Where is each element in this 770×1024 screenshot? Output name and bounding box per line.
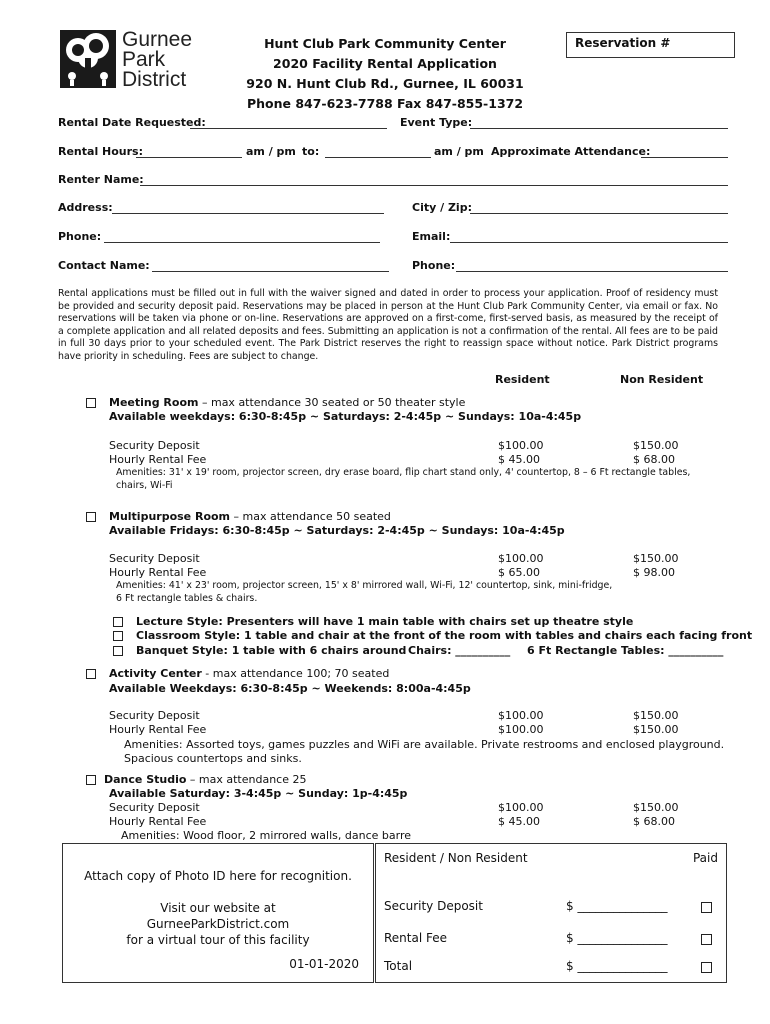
dance-studio-name: Dance Studio (104, 773, 187, 786)
approx-attendance-field[interactable] (641, 157, 728, 158)
reservation-label: Reservation # (575, 36, 671, 50)
meeting-room-availability: Available weekdays: 6:30-8:45p ~ Saturdays: 2-4:45p ~ Sundays: 10a-4:45p (109, 410, 582, 423)
multipurpose-room-title (109, 510, 391, 523)
contact-phone-field[interactable] (456, 271, 728, 272)
phone-field[interactable] (104, 242, 380, 243)
meeting-deposit-nonresident: $150.00 (633, 439, 679, 452)
meeting-fee-resident: $ 45.00 (498, 453, 540, 466)
activity-fee-nonresident: $150.00 (633, 723, 679, 736)
total-paid-checkbox[interactable] (701, 962, 712, 973)
banquet-style-checkbox[interactable] (113, 646, 123, 656)
activity-center-title (109, 667, 389, 680)
rental-hours-label: Rental Hours: (58, 145, 144, 158)
logo-text (122, 30, 192, 90)
multipurpose-room-desc: – max attendance 50 seated (230, 510, 391, 523)
city-zip-label: City / Zip: (412, 201, 472, 214)
fee-rental-label: Rental Fee (384, 931, 448, 945)
fee-summary-box (375, 843, 727, 983)
dance-studio-checkbox[interactable] (86, 775, 96, 785)
activity-center-desc: - max attendance 100; 70 seated (201, 667, 390, 680)
header-form-title: 2020 Facility Rental Application (273, 56, 497, 71)
multi-amenities-2: 6 Ft rectangle tables & chairs. (116, 593, 258, 604)
classroom-style-checkbox[interactable] (113, 631, 123, 641)
header-address: 920 N. Hunt Club Rd., Gurnee, IL 60031 (246, 76, 524, 91)
dance-amenities: Amenities: Wood floor, 2 mirrored walls, dance barre (121, 829, 411, 842)
dance-deposit-resident: $100.00 (498, 801, 544, 814)
meeting-room-name: Meeting Room (109, 396, 199, 409)
fee-rental-amount-field[interactable]: $ _______________ (566, 931, 668, 945)
banquet-chairs-field[interactable]: Chairs: __________ (408, 644, 511, 657)
fee-total-label: Total (384, 959, 413, 973)
activity-amenities-1: Amenities: Assorted toys, games puzzles and WiFi are available. Private restrooms and enclosed playground. (124, 738, 725, 751)
phone-label: Phone: (58, 230, 102, 243)
dance-studio-desc: – max attendance 25 (186, 773, 307, 786)
address-field[interactable] (112, 213, 384, 214)
meeting-amenities-1: Amenities: 31' x 19' room, projector screen, dry erase board, flip chart stand only, 4' countertop, 8 – 6 Ft rectangle tables, (116, 467, 691, 478)
banquet-tables-field[interactable]: 6 Ft Rectangle Tables: __________ (527, 644, 724, 657)
meeting-amenities-2: chairs, Wi-Fi (116, 480, 173, 491)
dance-fee-nonresident: $ 68.00 (633, 815, 675, 828)
approx-attendance-label: Approximate Attendance: (491, 145, 651, 158)
document-header (230, 34, 540, 114)
meeting-fee-label: Hourly Rental Fee (109, 453, 207, 466)
rental-paid-checkbox[interactable] (701, 934, 712, 945)
meeting-fee-nonresident: $ 68.00 (633, 453, 675, 466)
multi-deposit-label: Security Deposit (109, 552, 200, 565)
photo-id-box[interactable] (62, 843, 374, 983)
multipurpose-room-checkbox[interactable] (86, 512, 96, 522)
activity-deposit-resident: $100.00 (498, 709, 544, 722)
resident-column-header: Resident (495, 373, 550, 386)
activity-amenities-2: Spacious countertops and sinks. (124, 752, 302, 765)
deposit-paid-checkbox[interactable] (701, 902, 712, 913)
classroom-style-text: Classroom Style: 1 table and chair at the front of the room with tables and chairs each facing front (136, 629, 753, 642)
contact-name-field[interactable] (152, 271, 389, 272)
rental-date-label: Rental Date Requested: (58, 116, 206, 129)
multi-fee-label: Hourly Rental Fee (109, 566, 207, 579)
dance-studio-title (104, 773, 307, 786)
nonresident-column-header: Non Resident (620, 373, 704, 386)
dance-fee-label: Hourly Rental Fee (109, 815, 207, 828)
logo-line2: Park (122, 48, 166, 71)
website-url: GurneeParkDistrict.com (146, 917, 290, 931)
multi-deposit-resident: $100.00 (498, 552, 544, 565)
email-label: Email: (412, 230, 451, 243)
fee-box-header: Resident / Non Resident (384, 851, 528, 865)
photo-id-instruction: Attach copy of Photo ID here for recognition. (84, 869, 352, 883)
banquet-style-text: Banquet Style: 1 table with 6 chairs around (136, 644, 407, 657)
lecture-style-checkbox[interactable] (113, 617, 123, 627)
multi-deposit-nonresident: $150.00 (633, 552, 679, 565)
meeting-room-checkbox[interactable] (86, 398, 96, 408)
meeting-deposit-label: Security Deposit (109, 439, 200, 452)
activity-deposit-label: Security Deposit (109, 709, 200, 722)
multi-fee-nonresident: $ 98.00 (633, 566, 675, 579)
website-line3: for a virtual tour of this facility (126, 933, 310, 947)
dance-deposit-label: Security Deposit (109, 801, 200, 814)
activity-fee-resident: $100.00 (498, 723, 544, 736)
multi-amenities-1: Amenities: 41' x 23' room, projector screen, 15' x 8' mirrored wall, Wi-Fi, 12' countertop, sink, mini-fridge, (116, 580, 613, 591)
renter-name-field[interactable] (140, 185, 728, 186)
renter-name-label: Renter Name: (58, 173, 144, 186)
activity-availability: Available Weekdays: 6:30-8:45p ~ Weekends: 8:00a-4:45p (109, 682, 471, 695)
fee-deposit-label: Security Deposit (384, 899, 483, 913)
rental-hours-start-field[interactable] (136, 157, 242, 158)
website-line1: Visit our website at (160, 901, 276, 915)
tree-logo-icon (60, 30, 116, 88)
reservation-number-box[interactable] (566, 32, 735, 58)
dance-availability: Available Saturday: 3-4:45p ~ Sunday: 1p-4:45p (109, 787, 408, 800)
paid-header: Paid (692, 851, 718, 865)
meeting-deposit-resident: $100.00 (498, 439, 544, 452)
ampm-start-label: am / pm (246, 145, 296, 158)
multipurpose-availability: Available Fridays: 6:30-8:45p ~ Saturdays: 2-4:45p ~ Sundays: 10a-4:45p (109, 524, 565, 537)
header-facility: Hunt Club Park Community Center (264, 36, 506, 51)
activity-fee-label: Hourly Rental Fee (109, 723, 207, 736)
multi-fee-resident: $ 65.00 (498, 566, 540, 579)
event-type-label: Event Type: (400, 116, 473, 129)
logo-line1: Gurnee (122, 28, 193, 51)
park-district-logo (60, 30, 116, 88)
multipurpose-room-name: Multipurpose Room (109, 510, 231, 523)
contact-name-label: Contact Name: (58, 259, 150, 272)
header-phone-fax: Phone 847-623-7788 Fax 847-855-1372 (246, 96, 524, 111)
fee-deposit-amount-field[interactable]: $ _______________ (566, 899, 668, 913)
lecture-style-text: Lecture Style: Presenters will have 1 main table with chairs set up theatre style (136, 615, 634, 628)
dance-deposit-nonresident: $150.00 (633, 801, 679, 814)
activity-center-name: Activity Center (109, 667, 202, 680)
activity-center-checkbox[interactable] (86, 669, 96, 679)
policy-paragraph: Rental applications must be filled out in full with the waiver signed and dated in order to process your application. Proof of residency must be provided and security deposit paid. Reservations may be placed in person at the Hunt Club Park Community Center, via email or fax. No reservations will be taken via phone or on-line. Reservations are approved on a first-come, first-served basis, as measured by the receipt of a complete application and all related deposits and fees. Submitting an application is not a confirmation of the rental. All fees are to be paid in full 30 days prior to your scheduled event. The Park District reserves the right to reassign space without notice. Park District programs have priority in scheduling. Fees are subject to change. (58, 288, 718, 362)
dance-fee-resident: $ 45.00 (498, 815, 540, 828)
city-zip-field[interactable] (470, 213, 728, 214)
rental-date-field[interactable] (190, 128, 387, 129)
activity-deposit-nonresident: $150.00 (633, 709, 679, 722)
email-field[interactable] (450, 242, 728, 243)
form-date: 01-01-2020 (289, 957, 359, 971)
event-type-field[interactable] (470, 128, 728, 129)
rental-hours-end-field[interactable] (325, 157, 431, 158)
fee-total-amount-field[interactable]: $ _______________ (566, 959, 668, 973)
ampm-end-label: am / pm (434, 145, 484, 158)
to-label: to: (302, 145, 320, 158)
meeting-room-desc: – max attendance 30 seated or 50 theater style (198, 396, 466, 409)
logo-line3: District (122, 68, 187, 91)
contact-phone-label: Phone: (412, 259, 456, 272)
meeting-room-title (109, 396, 465, 409)
address-label: Address: (58, 201, 113, 214)
